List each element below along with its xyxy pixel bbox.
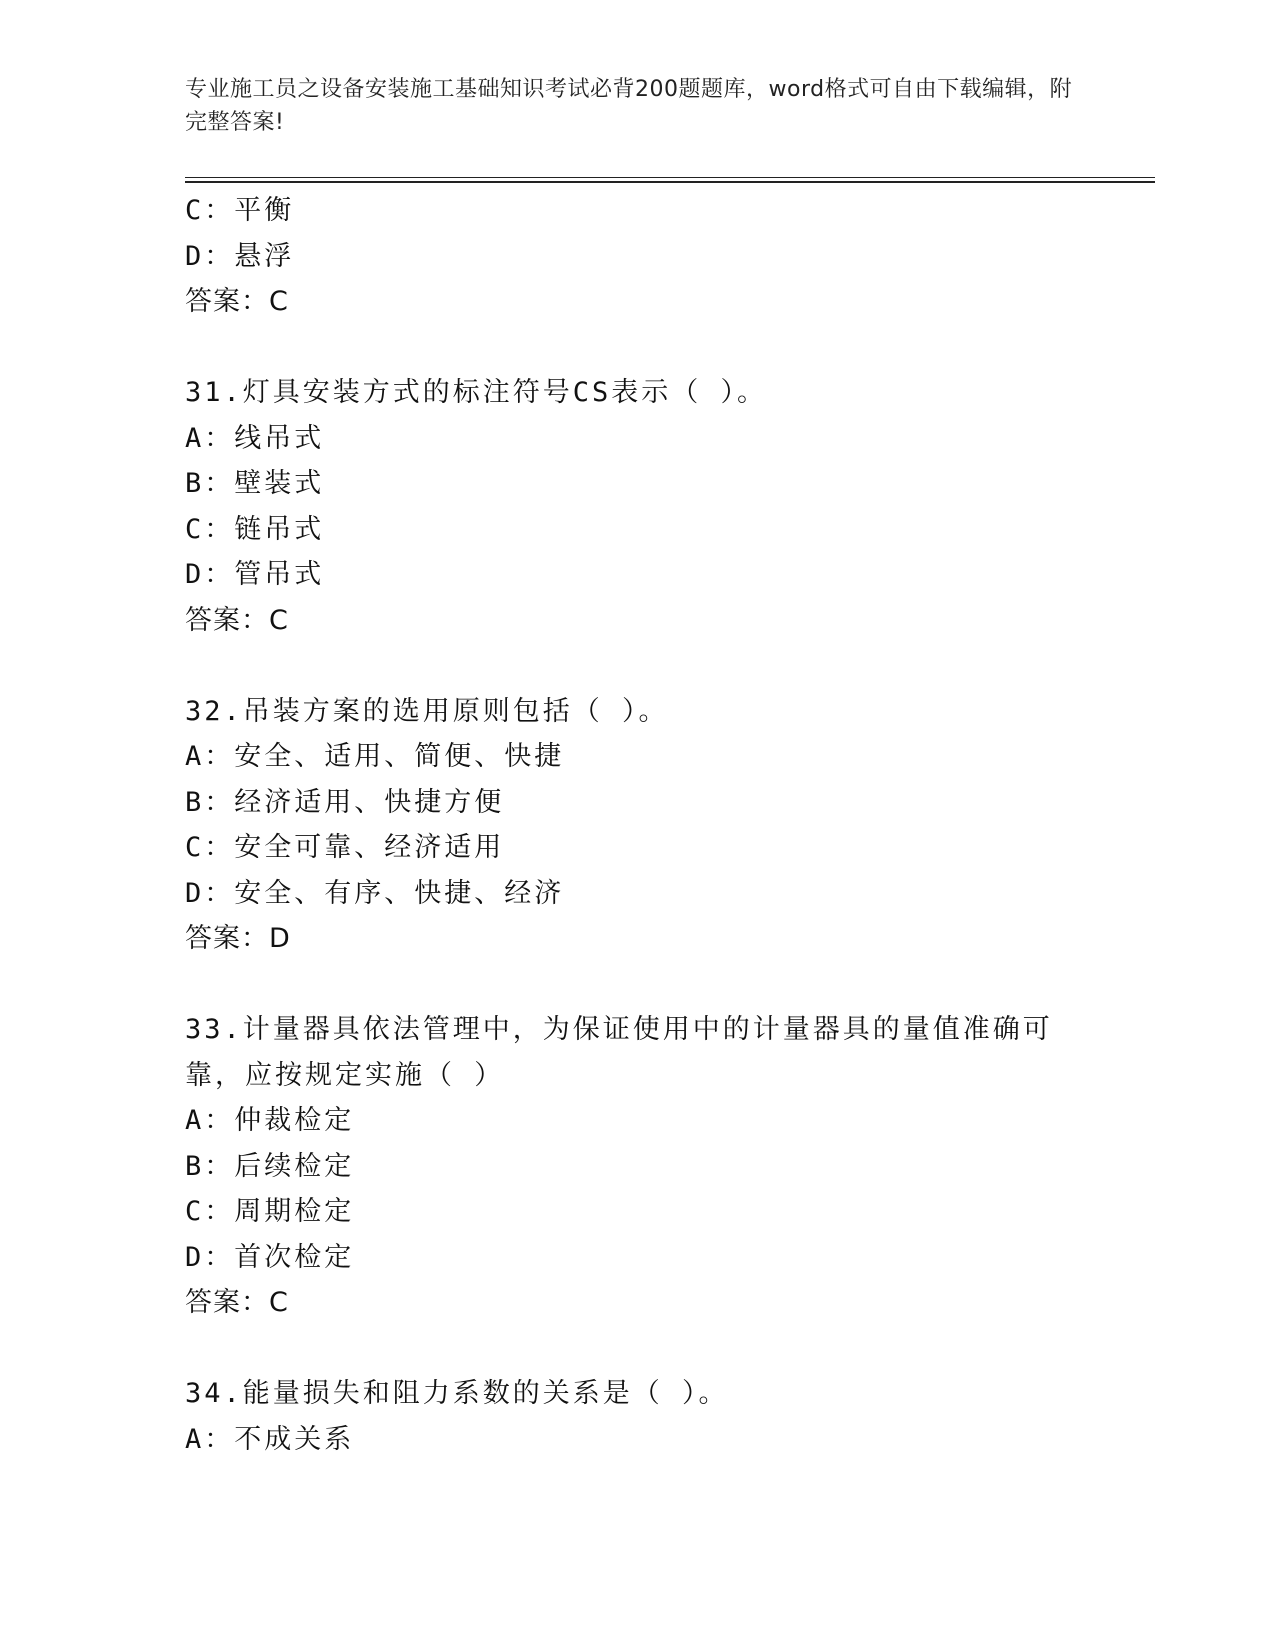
option-c-line — [185, 507, 1145, 553]
option-text: 仲裁检定 — [234, 1105, 355, 1136]
option-b-line — [185, 461, 1145, 507]
spacer — [185, 643, 1145, 689]
option-key: C： — [185, 832, 235, 863]
option-b-line — [185, 1144, 1145, 1190]
option-a-line — [185, 416, 1145, 462]
option-d-line — [185, 234, 1145, 280]
question-content — [185, 188, 1145, 1462]
option-text: 安全可靠、经济适用 — [234, 832, 505, 863]
option-text: 链吊式 — [234, 513, 325, 545]
option-c-line — [185, 1189, 1145, 1235]
option-text: 平衡 — [234, 195, 295, 226]
option-a-line — [185, 734, 1145, 780]
option-key: A： — [185, 1105, 235, 1136]
option-key: B： — [185, 468, 235, 499]
option-text: 安全、有序、快捷、经济 — [234, 877, 565, 909]
option-b-line — [185, 780, 1145, 826]
option-c-line — [185, 188, 1145, 234]
option-key: D： — [185, 1241, 235, 1273]
option-key: A： — [185, 741, 235, 772]
option-key: C： — [185, 195, 235, 226]
page-header-title: 专业施工员之设备安装施工基础知识考试必背200题题库，word格式可自由下载编辑，附完整答案! — [185, 77, 1073, 135]
option-text: 悬浮 — [234, 240, 295, 272]
answer-line: 答案：C — [185, 286, 289, 317]
option-a-line — [185, 1417, 1145, 1463]
option-d-line — [185, 552, 1145, 598]
option-text: 管吊式 — [234, 559, 325, 590]
answer-line: 答案：C — [185, 604, 289, 636]
option-text: 不成关系 — [234, 1423, 355, 1455]
question-stem: 31.灯具安装方式的标注符号CS表示（ ）。 — [185, 377, 768, 408]
question-stem: 32.吊装方案的选用原则包括（ ）。 — [185, 695, 669, 727]
option-text: 首次检定 — [234, 1241, 355, 1273]
option-text: 周期检定 — [234, 1196, 355, 1227]
option-text: 线吊式 — [234, 422, 325, 454]
option-text: 后续检定 — [234, 1150, 355, 1182]
question-stem: 33.计量器具依法管理中，为保证使用中的计量器具的量值准确可靠，应按规定实施（ ） — [185, 1014, 1053, 1091]
option-key: D： — [185, 559, 235, 590]
option-text: 壁装式 — [234, 468, 325, 499]
option-key: C： — [185, 1196, 235, 1227]
option-key: B： — [185, 1150, 235, 1182]
option-key: A： — [185, 1423, 235, 1455]
option-key: A： — [185, 422, 235, 454]
spacer — [185, 1326, 1145, 1372]
option-key: D： — [185, 240, 235, 272]
question-stem: 34.能量损失和阻力系数的关系是（ ）。 — [185, 1378, 729, 1409]
header-rule-thick — [185, 181, 1155, 183]
answer-line: 答案：C — [185, 1287, 289, 1318]
option-text: 经济适用、快捷方便 — [234, 786, 505, 818]
option-key: D： — [185, 877, 235, 909]
option-key: C： — [185, 513, 235, 545]
option-c-line — [185, 825, 1145, 871]
spacer — [185, 325, 1145, 371]
option-text: 安全、适用、简便、快捷 — [234, 741, 565, 772]
option-d-line — [185, 1235, 1145, 1281]
answer-line: 答案：D — [185, 923, 291, 954]
option-key: B： — [185, 786, 235, 818]
option-a-line — [185, 1098, 1145, 1144]
header-rule-thin — [185, 177, 1155, 178]
option-d-line — [185, 871, 1145, 917]
spacer — [185, 962, 1145, 1008]
